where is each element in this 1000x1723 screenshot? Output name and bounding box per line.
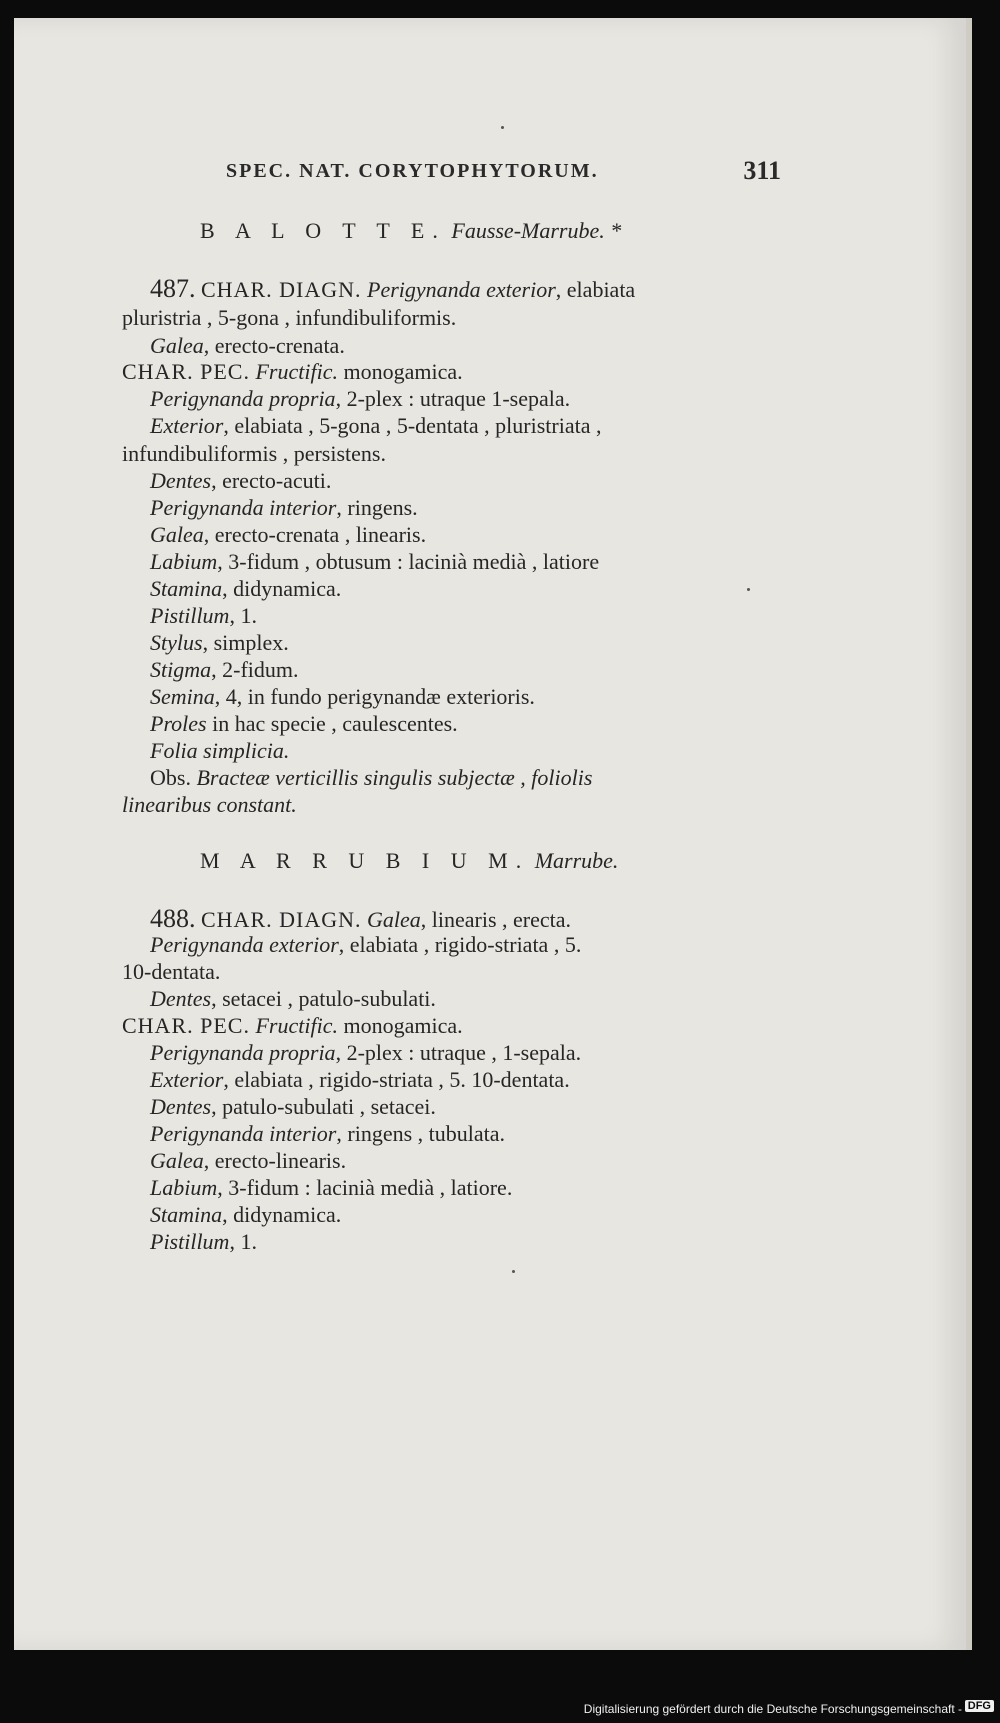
entry-487-line-5: Perigynanda propria, 2-plex : utraque 1-sepala. — [150, 386, 571, 411]
entry-487-line-16: Semina, 4, in fundo perigynandæ exterioris. — [150, 684, 535, 709]
entry-487-line-19: Obs. Bracteæ verticillis singulis subjectæ , foliolis — [150, 765, 593, 790]
funding-credit: Digitalisierung gefördert durch die Deutsche Forschungsgemeinschaft - — [583, 1702, 962, 1716]
entry-488-line-9: Perigynanda interior, ringens , tubulata. — [150, 1121, 506, 1146]
entry-487-line-10: Galea, erecto-crenata , linearis. — [150, 522, 427, 547]
genus-heading-marrubium: M A R R U B I U M. Marrube. — [200, 848, 619, 873]
entry-488-line-2: Perigynanda exterior, elabiata , rigido-striata , 5. — [150, 932, 582, 957]
entry-487-line-17: Proles in hac specie , caulescentes. — [150, 711, 458, 736]
book-page — [14, 18, 972, 1650]
dfg-logo: DFG — [965, 1700, 994, 1712]
entry-488-line-10: Galea, erecto-linearis. — [150, 1148, 347, 1173]
entry-488-line-3: 10-dentata. — [122, 959, 221, 984]
entry-488-line-4: Dentes, setacei , patulo-subulati. — [150, 986, 436, 1011]
entry-488-line-12: Stamina, didynamica. — [150, 1202, 342, 1227]
entry-488-line-1: 488. CHAR. DIAGN. Galea, linearis , erecta. — [150, 904, 572, 933]
entry-487-line-12: Stamina, didynamica. — [150, 576, 342, 601]
entry-487-line-4: CHAR. PEC. Fructific. monogamica. — [122, 359, 463, 384]
entry-488-line-6: Perigynanda propria, 2-plex : utraque , 1-sepala. — [150, 1040, 582, 1065]
entry-487-line-1: 487. CHAR. DIAGN. Perigynanda exterior, elabiata — [150, 274, 636, 303]
paper-speck — [501, 126, 504, 129]
entry-487-line-6: Exterior, elabiata , 5-gona , 5-dentata , pluristriata , — [150, 413, 602, 438]
entry-487-line-8: Dentes, erecto-acuti. — [150, 468, 332, 493]
entry-487-line-7: infundibuliformis , persistens. — [122, 441, 386, 466]
entry-488-line-7: Exterior, elabiata , rigido-striata , 5. 10-dentata. — [150, 1067, 570, 1092]
entry-487-line-9: Perigynanda interior, ringens. — [150, 495, 418, 520]
entry-488-line-8: Dentes, patulo-subulati , setacei. — [150, 1094, 436, 1119]
entry-488-line-5: CHAR. PEC. Fructific. monogamica. — [122, 1013, 463, 1038]
running-head-text: SPEC. NAT. CORYTOPHYTORUM. — [226, 160, 599, 182]
entry-487-line-18: Folia simplicia. — [150, 738, 290, 763]
genus-heading-balotte: B A L O T T E. Fausse-Marrube. * — [200, 218, 622, 243]
entry-487-line-20: linearibus constant. — [122, 792, 297, 817]
entry-487-line-15: Stigma, 2-fidum. — [150, 657, 299, 682]
paper-speck — [512, 1270, 515, 1273]
digitization-footer — [0, 1652, 1000, 1723]
paper-speck — [747, 588, 750, 591]
running-head — [226, 156, 781, 185]
entry-487-line-11: Labium, 3-fidum , obtusum : lacinià medià , latiore — [150, 549, 600, 574]
entry-488-line-11: Labium, 3-fidum : lacinià medià , latiore. — [150, 1175, 513, 1200]
entry-487-line-2: pluristria , 5-gona , infundibuliformis. — [122, 305, 457, 330]
entry-488-line-13: Pistillum, 1. — [150, 1229, 257, 1254]
entry-487-line-3: Galea, erecto-crenata. — [150, 333, 345, 358]
entry-487-line-13: Pistillum, 1. — [150, 603, 257, 628]
entry-487-line-14: Stylus, simplex. — [150, 630, 289, 655]
page-number: 311 — [743, 156, 781, 185]
